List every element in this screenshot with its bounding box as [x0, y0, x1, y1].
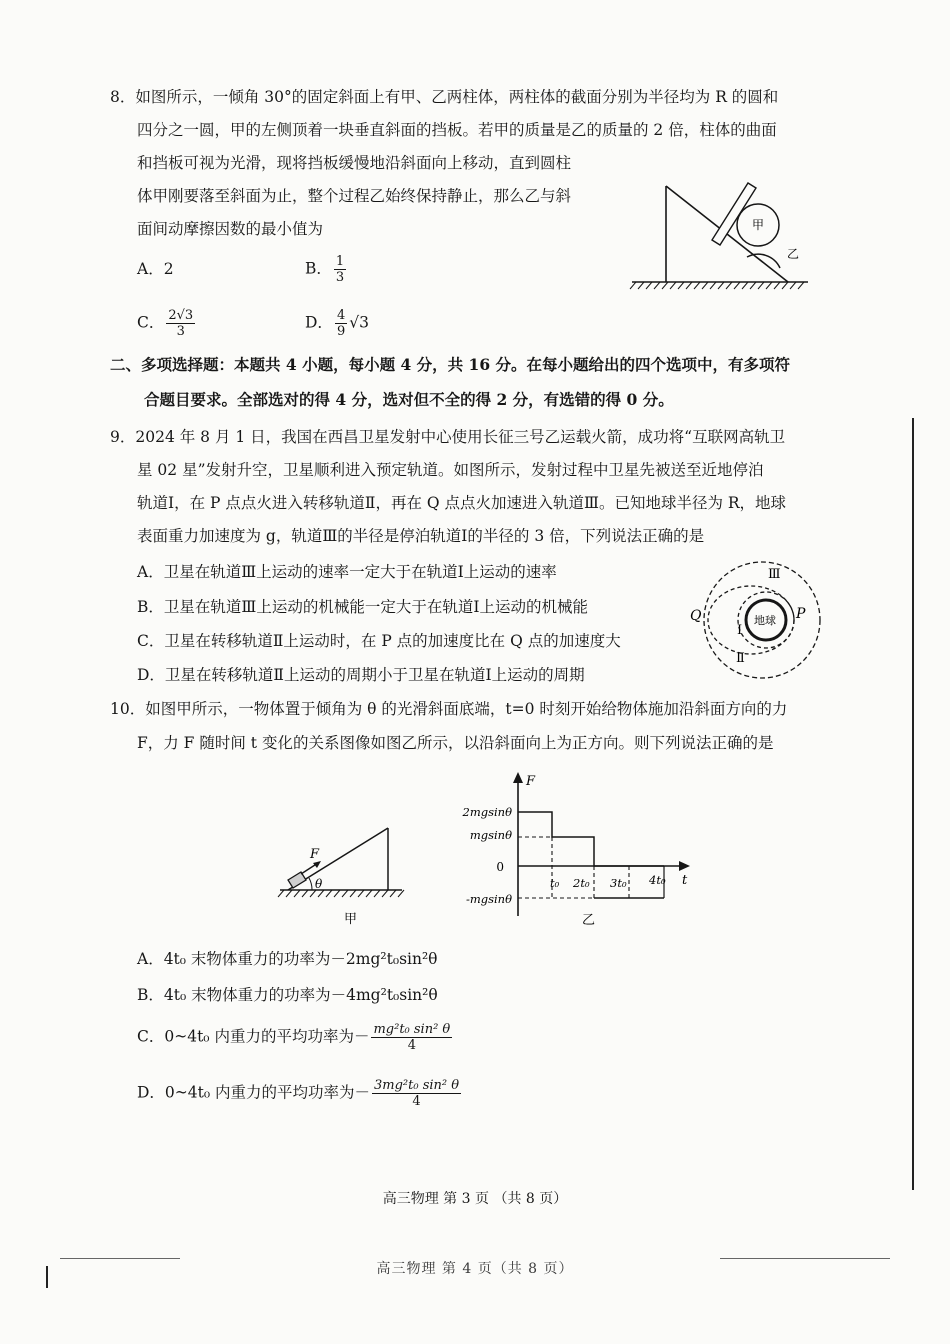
q8-option-b-numerator: 1 — [335, 254, 345, 269]
q9-option-d: D．卫星在转移轨道Ⅱ上运动的周期小于卫星在轨道Ⅰ上运动的周期 — [137, 666, 585, 684]
graph-force-step-curve — [518, 812, 664, 866]
q10-option-c-numerator: mg²t₀ sin² θ — [373, 1022, 451, 1037]
q9-orbit-2-label: Ⅱ — [736, 651, 745, 666]
graph-f-axis-label: F — [526, 774, 536, 789]
q8-label-jia: 甲 — [752, 218, 765, 232]
q9-option-a: A．卫星在轨道Ⅲ上运动的速率一定大于在轨道Ⅰ上运动的速率 — [137, 563, 557, 581]
q8-option-d-tail: √3 — [349, 313, 369, 332]
q8-quarter-cylinder-yi — [747, 254, 780, 268]
q8-option-c-label: C． — [137, 313, 165, 332]
q8-option-c-fraction — [166, 308, 195, 339]
scan-bleed-through-text: 高三物理 第 4 页（共 8 页） — [376, 1261, 574, 1277]
graph-x-label-t0: t₀ — [550, 876, 560, 890]
q9-orbit-figure — [684, 556, 824, 684]
q10-line-1: 10．如图甲所示，一物体置于倾角为 θ 的光滑斜面底端，t=0 时刻开始给物体施加沿斜面方向的力 — [110, 700, 788, 718]
q8-option-b-label: B． — [305, 259, 332, 278]
q8-option-c — [137, 308, 197, 339]
q10-option-d-denominator: 4 — [412, 1094, 421, 1109]
q8-option-d-denominator: 9 — [336, 324, 346, 339]
graph-t-axis-arrowhead — [679, 861, 690, 871]
q10-incline-figure — [274, 822, 408, 928]
q10-option-d-prefix: D．0~4t₀ 内重力的平均功率为－ — [137, 1083, 371, 1102]
graph-t-axis-label: t — [682, 873, 688, 888]
q9-point-q-label: Q — [690, 608, 702, 624]
graph-y-label-neg-mgsin: -mgsinθ — [465, 892, 512, 906]
q9-option-c: C．卫星在转移轨道Ⅱ上运动时，在 P 点的加速度比在 Q 点的加速度大 — [137, 632, 621, 650]
q8-option-b-denominator: 3 — [335, 270, 345, 285]
q10-block — [288, 872, 306, 888]
graph-caption-yi: 乙 — [582, 913, 596, 928]
q8-line-3: 和挡板可视为光滑，现将挡板缓慢地沿斜面向上移动，直到圆柱 — [137, 154, 572, 172]
section2-heading-line-2: 合题目要求。全部选对的得 4 分，选对但不全的得 2 分，有选错的得 0 分。 — [144, 390, 674, 409]
q10-option-c — [137, 1022, 454, 1053]
q10-line-2: F，力 F 随时间 t 变化的关系图像如图乙所示，以沿斜面向上为正方向。则下列说法正确的是 — [137, 734, 774, 752]
q9-earth-label: 地球 — [754, 614, 776, 627]
q9-line-3: 轨道Ⅰ，在 P 点点火进入转移轨道Ⅱ，再在 Q 点点火加速进入轨道Ⅲ。已知地球半径为 R，地球 — [137, 494, 787, 512]
q9-option-b: B．卫星在轨道Ⅲ上运动的机械能一定大于在轨道Ⅰ上运动的机械能 — [137, 598, 588, 616]
q8-option-d-fraction — [335, 308, 347, 339]
q10-option-a: A．4t₀ 末物体重力的功率为－2mg²t₀sin²θ — [137, 950, 438, 968]
q10-option-c-prefix: C．0~4t₀ 内重力的平均功率为－ — [137, 1027, 370, 1046]
q9-line-1: 9．2024 年 8 月 1 日，我国在西昌卫星发射中心使用长征三号乙运载火箭，成功将“互联网高轨卫 — [110, 428, 786, 446]
q10-option-d — [137, 1078, 463, 1109]
q9-point-p-label: P — [796, 606, 806, 622]
q10-force-time-graph — [452, 768, 702, 936]
q10-angle-label: θ — [315, 877, 323, 891]
q10-option-d-fraction — [372, 1078, 461, 1109]
q8-option-b-fraction — [334, 254, 346, 285]
q9-line-4: 表面重力加速度为 g，轨道Ⅲ的半径是停泊轨道Ⅰ的半径的 3 倍，下列说法正确的是 — [137, 527, 705, 545]
q10-option-d-numerator: 3mg²t₀ sin² θ — [374, 1078, 460, 1093]
q10-option-c-denominator: 4 — [407, 1038, 416, 1053]
q8-line-1: 8．如图所示，一倾角 30°的固定斜面上有甲、乙两柱体，两柱体的截面分别为半径均为 R 的圆和 — [110, 88, 779, 106]
q8-ground-hatching — [630, 282, 804, 289]
graph-x-label-2t0: 2t₀ — [573, 876, 590, 890]
q8-option-b — [305, 254, 348, 285]
graph-x-label-3t0: 3t₀ — [610, 876, 627, 890]
graph-f-axis-arrowhead — [513, 772, 523, 783]
q8-option-d-numerator: 4 — [336, 308, 346, 323]
q8-option-c-denominator: 3 — [176, 324, 185, 339]
page-footer: 高三物理 第 3 页 （共 8 页） — [382, 1191, 568, 1207]
graph-y-label-2mgsin: 2mgsinθ — [462, 805, 512, 819]
q8-label-yi: 乙 — [787, 247, 800, 261]
q8-line-2: 四分之一圆，甲的左侧顶着一块垂直斜面的挡板。若甲的质量是乙的质量的 2 倍，柱体的曲面 — [137, 121, 777, 139]
q10-ground-hatching — [278, 890, 404, 897]
graph-y-label-mgsin: mgsinθ — [469, 828, 512, 842]
section2-heading-line-1: 二、多项选择题：本题共 4 小题，每小题 4 分，共 16 分。在每小题给出的四个选项中，有多项符 — [110, 355, 791, 374]
q8-option-d — [305, 308, 369, 339]
scan-mark — [46, 1266, 48, 1288]
q8-option-d-label: D． — [305, 313, 333, 332]
graph-x-label-4t0: 4t₀ — [649, 873, 666, 887]
q9-orbit-3-label: Ⅲ — [768, 567, 781, 582]
q8-option-a: A．2 — [137, 260, 174, 278]
q10-force-arrowhead — [313, 861, 321, 868]
scan-edge-line — [912, 418, 914, 1190]
q10-angle-arc — [309, 878, 312, 890]
q10-force-label: F — [310, 847, 320, 862]
q8-option-c-numerator: 2√3 — [168, 308, 194, 323]
q10-figure-jia-caption: 甲 — [344, 912, 358, 927]
q8-line-4: 体甲刚要落至斜面为止，整个过程乙始终保持静止，那么乙与斜 — [137, 187, 572, 205]
graph-origin-label: 0 — [496, 860, 504, 874]
q8-baffle-plate — [712, 183, 756, 245]
q8-line-5: 面间动摩擦因数的最小值为 — [137, 220, 324, 238]
q8-incline-figure — [628, 178, 814, 292]
q10-option-b: B．4t₀ 末物体重力的功率为－4mg²t₀sin²θ — [137, 986, 438, 1004]
q9-orbit-1-label: Ⅰ — [737, 623, 743, 638]
q9-line-2: 星 02 星”发射升空，卫星顺利进入预定轨道。如图所示，发射过程中卫星先被送至近地停泊 — [137, 461, 764, 479]
q10-option-c-fraction — [371, 1022, 452, 1053]
